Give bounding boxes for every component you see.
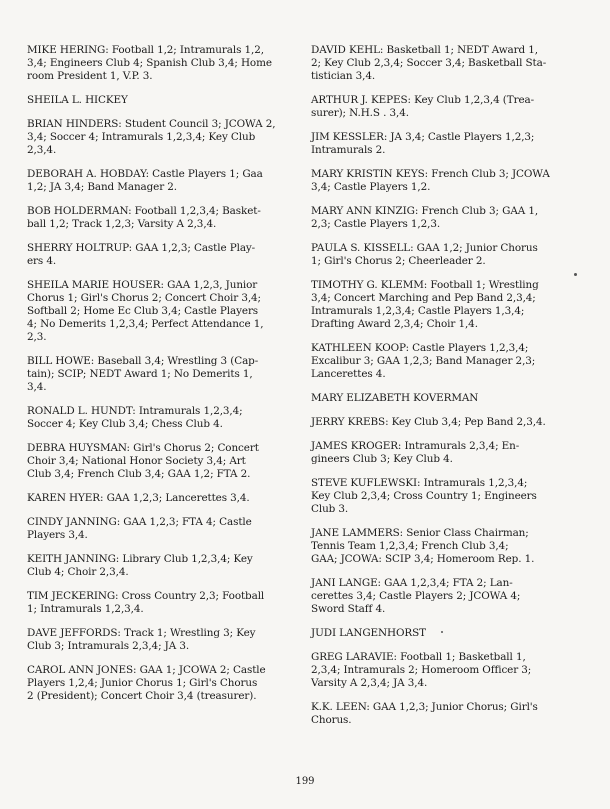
senior-entry: BRIAN HINDERS: Student Council 3; JCOWA 2, 3,4; Soccer 4; Intramurals 1,2,3,4; Key Club 2,3,4. [27, 118, 276, 156]
left-column [27, 44, 305, 714]
senior-entry: KAREN HYER: GAA 1,2,3; Lancerettes 3,4. [27, 492, 250, 504]
senior-entry: GREG LARAVIE: Football 1; Basketball 1, 2,3,4; Intramurals 2; Homeroom Officer 3; Varsity A 2,3,4; JA 3,4. [311, 651, 532, 689]
senior-entry: KATHLEEN KOOP: Castle Players 1,2,3,4; Excalibur 3; GAA 1,2,3; Band Manager 2,3; Lancerettes 4. [311, 342, 536, 380]
senior-entry: JAMES KROGER: Intramurals 2,3,4; En- gineers Club 3; Key Club 4. [311, 440, 520, 465]
senior-entry: SHEILA MARIE HOUSER: GAA 1,2,3, Junior Chorus 1; Girl's Chorus 2; Concert Choir 3,4; Softball 2; Home Ec Club 3,4; Castle Players 4; No Demerits 1,2,3,4; Perfect Attendance 1, 2,3. [27, 279, 264, 343]
senior-entry: JERRY KREBS: Key Club 3,4; Pep Band 2,3,4. [311, 416, 546, 428]
senior-entry: TIM JECKERING: Cross Country 2,3; Football 1; Intramurals 1,2,3,4. [27, 590, 265, 615]
print-speck [441, 631, 443, 633]
senior-entry: CAROL ANN JONES: GAA 1; JCOWA 2; Castle Players 1,2,4; Junior Chorus 1; Girl's Chorus 2 (President); Concert Choir 3,4 (treasurer). [27, 664, 266, 702]
senior-entry: MARY ANN KINZIG: French Club 3; GAA 1, 2,3; Castle Players 1,2,3. [311, 205, 539, 230]
senior-entry: MARY ELIZABETH KOVERMAN [311, 392, 479, 404]
senior-entry: MIKE HERING: Football 1,2; Intramurals 1,2, 3,4; Engineers Club 4; Spanish Club 3,4; Home room President 1, V.P. 3. [27, 44, 272, 82]
senior-entry: ARTHUR J. KEPES: Key Club 1,2,3,4 (Trea- surer); N.H.S . 3,4. [311, 94, 535, 119]
senior-entry: K.K. LEEN: GAA 1,2,3; Junior Chorus; Girl's Chorus. [311, 701, 538, 726]
senior-entry: JANE LAMMERS: Senior Class Chairman; Tennis Team 1,2,3,4; French Club 3,4; GAA; JCOWA: SCIP 3,4; Homeroom Rep. 1. [311, 527, 535, 565]
senior-entry: BILL HOWE: Baseball 3,4; Wrestling 3 (Cap- tain); SCIP; NEDT Award 1; No Demerits 1, 3,4. [27, 355, 259, 393]
senior-entry: DEBRA HUYSMAN: Girl's Chorus 2; Concert Choir 3,4; National Honor Society 3,4; Art Club 3,4; French Club 3,4; GAA 1,2; FTA 2. [27, 442, 259, 480]
senior-entry: KEITH JANNING: Library Club 1,2,3,4; Key Club 4; Choir 2,3,4. [27, 553, 253, 578]
page-number: 199 [295, 776, 315, 787]
senior-entry: DAVID KEHL: Basketball 1; NEDT Award 1, 2; Key Club 2,3,4; Soccer 3,4; Basketball Sta- tistician 3,4. [311, 44, 547, 82]
right-column [311, 44, 596, 738]
senior-entry: JUDI LANGENHORST [311, 627, 426, 639]
senior-entry: MARY KRISTIN KEYS: French Club 3; JCOWA 3,4; Castle Players 1,2. [311, 168, 550, 193]
senior-entry: RONALD L. HUNDT: Intramurals 1,2,3,4; Soccer 4; Key Club 3,4; Chess Club 4. [27, 405, 243, 430]
senior-entry: CINDY JANNING: GAA 1,2,3; FTA 4; Castle Players 3,4. [27, 516, 252, 541]
senior-entry: SHERRY HOLTRUP: GAA 1,2,3; Castle Play- ers 4. [27, 242, 256, 267]
senior-entry: STEVE KUFLEWSKI: Intramurals 1,2,3,4; Key Club 2,3,4; Cross Country 1; Engineers Club 3. [311, 477, 537, 515]
print-speck [574, 273, 577, 276]
senior-entry: DEBORAH A. HOBDAY: Castle Players 1; Gaa 1,2; JA 3,4; Band Manager 2. [27, 168, 263, 193]
senior-entry: PAULA S. KISSELL: GAA 1,2; Junior Chorus 1; Girl's Chorus 2; Cheerleader 2. [311, 242, 538, 267]
senior-entry: JANI LANGE: GAA 1,2,3,4; FTA 2; Lan- cerettes 3,4; Castle Players 2; JCOWA 4; Sword Staff 4. [311, 577, 521, 615]
senior-entry: DAVE JEFFORDS: Track 1; Wrestling 3; Key Club 3; Intramurals 2,3,4; JA 3. [27, 627, 256, 652]
senior-entry: SHEILA L. HICKEY [27, 94, 128, 106]
senior-entry: BOB HOLDERMAN: Football 1,2,3,4; Basket- ball 1,2; Track 1,2,3; Varsity A 2,3,4. [27, 205, 261, 230]
senior-entry: JIM KESSLER: JA 3,4; Castle Players 1,2,3; Intramurals 2. [311, 131, 535, 156]
senior-entry: TIMOTHY G. KLEMM: Football 1; Wrestling 3,4; Concert Marching and Pep Band 2,3,4; Intramurals 1,2,3,4; Castle Players 1,3,4; Drafting Award 2,3,4; Choir 1,4. [311, 279, 539, 330]
